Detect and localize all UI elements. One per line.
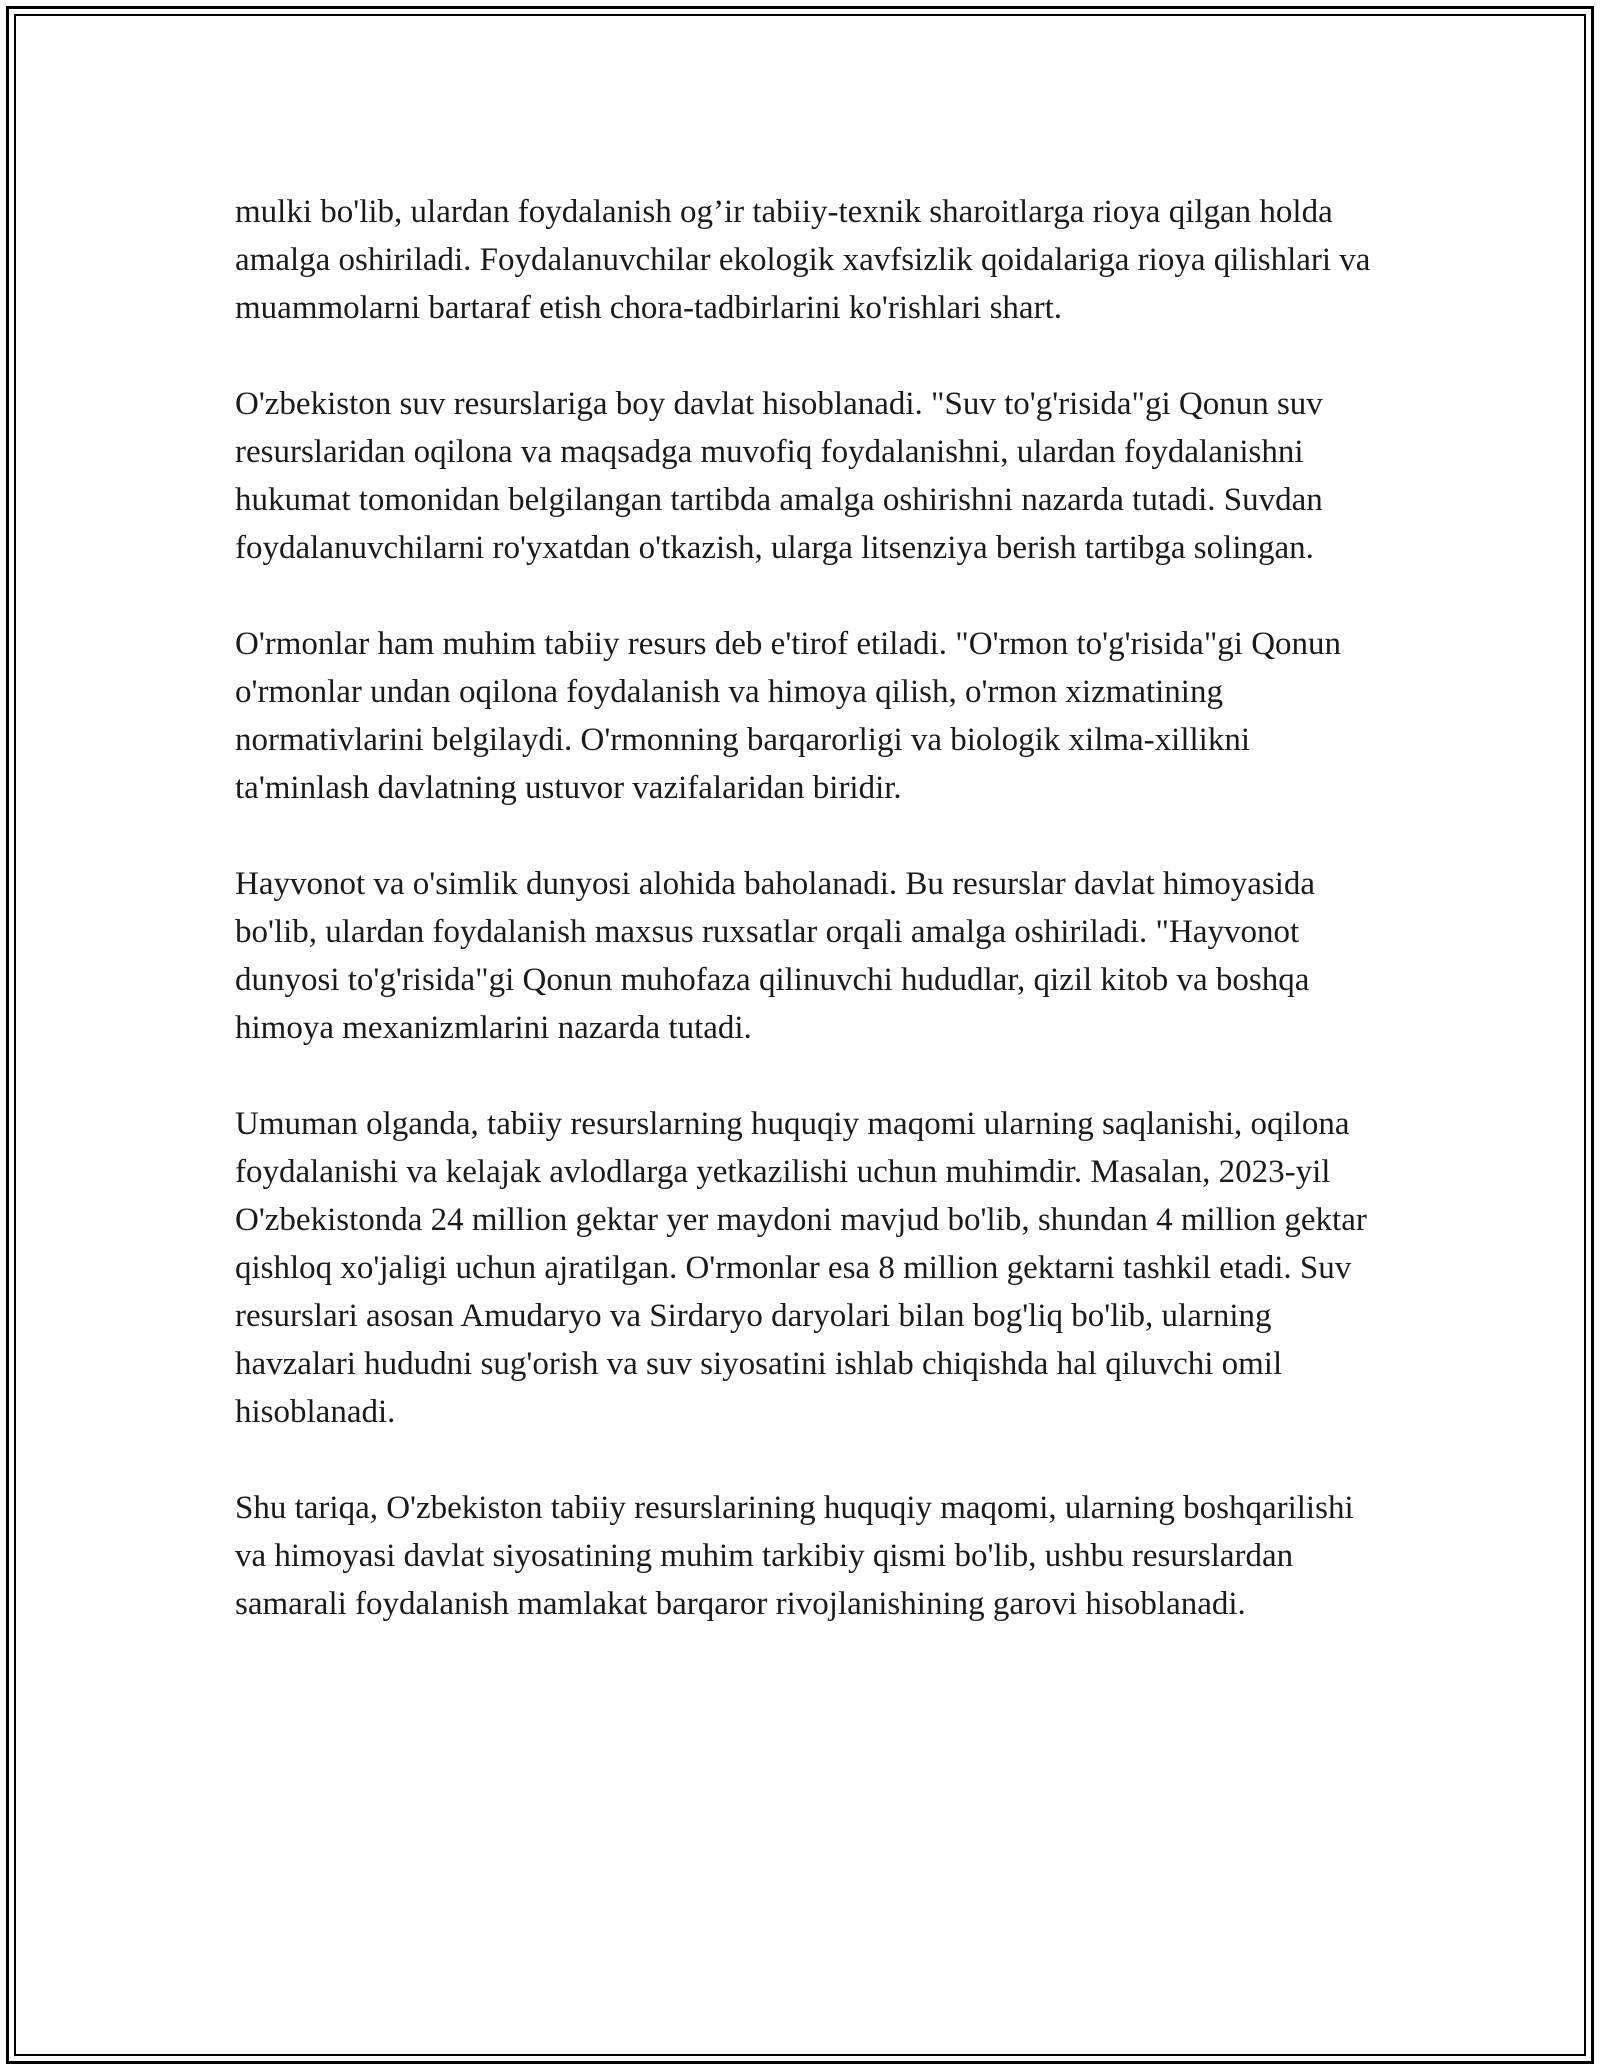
- paragraph-4: Hayvonot va o'simlik dunyosi alohida baholanadi. Bu resurslar davlat himoyasida bo'lib, ulardan foydalanish maxsus ruxsatlar orqali amalga oshiriladi. "Hayvonot dunyosi to'g'risida"gi Qonun muhofaza qilinuvchi hududlar, qizil kitob va boshqa himoya mexanizmlarini nazarda tutadi.: [235, 866, 1316, 1046]
- paragraph-6: Shu tariqa, O'zbekiston tabiiy resurslarining huquqiy maqomi, ularning boshqarilishi va himoyasi davlat siyosatining muhim tarkibiy qismi bo'lib, ushbu resurslardan samarali foydalanish mamlakat barqaror rivojlanishining garovi hisoblanadi.: [235, 1490, 1354, 1622]
- document-body: [235, 188, 1385, 1676]
- paragraph-2: O'zbekiston suv resurslariga boy davlat hisoblanadi. "Suv to'g'risida"gi Qonun suv resurslaridan oqilona va maqsadga muvofiq foydalanishni, ulardan foydalanishni hukumat tomonidan belgilangan tartibda amalga oshirishni nazarda tutadi. Suvdan foydalanuvchilarni ro'yxatdan o'tkazish, ularga litsenziya berish tartibga solingan.: [235, 386, 1323, 566]
- paragraph-3: O'rmonlar ham muhim tabiiy resurs deb e'tirof etiladi. "O'rmon to'g'risida"gi Qonun o'rmonlar undan oqilona foydalanish va himoya qilish, o'rmon xizmatining normativlarini belgilaydi. O'rmonning barqarorligi va biologik xilma-xillikni ta'minlash davlatning ustuvor vazifalaridan biridir.: [235, 626, 1342, 806]
- paragraph-5: Umuman olganda, tabiiy resurslarning huquqiy maqomi ularning saqlanishi, oqilona foydalanishi va kelajak avlodlarga yetkazilishi uchun muhimdir. Masalan, 2023-yil O'zbekistonda 24 million gektar yer maydoni mavjud bo'lib, shundan 4 million gektar qishloq xo'jaligi uchun ajratilgan. O'rmonlar esa 8 million gektarni tashkil etadi. Suv resurslari asosan Amudaryo va Sirdaryo daryolari bilan bog'liq bo'lib, ularning havzalari hududni sug'orish va suv siyosatini ishlab chiqishda hal qiluvchi omil hisoblanadi.: [235, 1106, 1367, 1430]
- paragraph-1: mulki bo'lib, ulardan foydalanish og’ir tabiiy-texnik sharoitlarga rioya qilgan holda amalga oshiriladi. Foydalanuvchilar ekologik xavfsizlik qoidalariga rioya qilishlari va muammolarni bartaraf etish chora-tadbirlarini ko'rishlari shart.: [235, 194, 1371, 326]
